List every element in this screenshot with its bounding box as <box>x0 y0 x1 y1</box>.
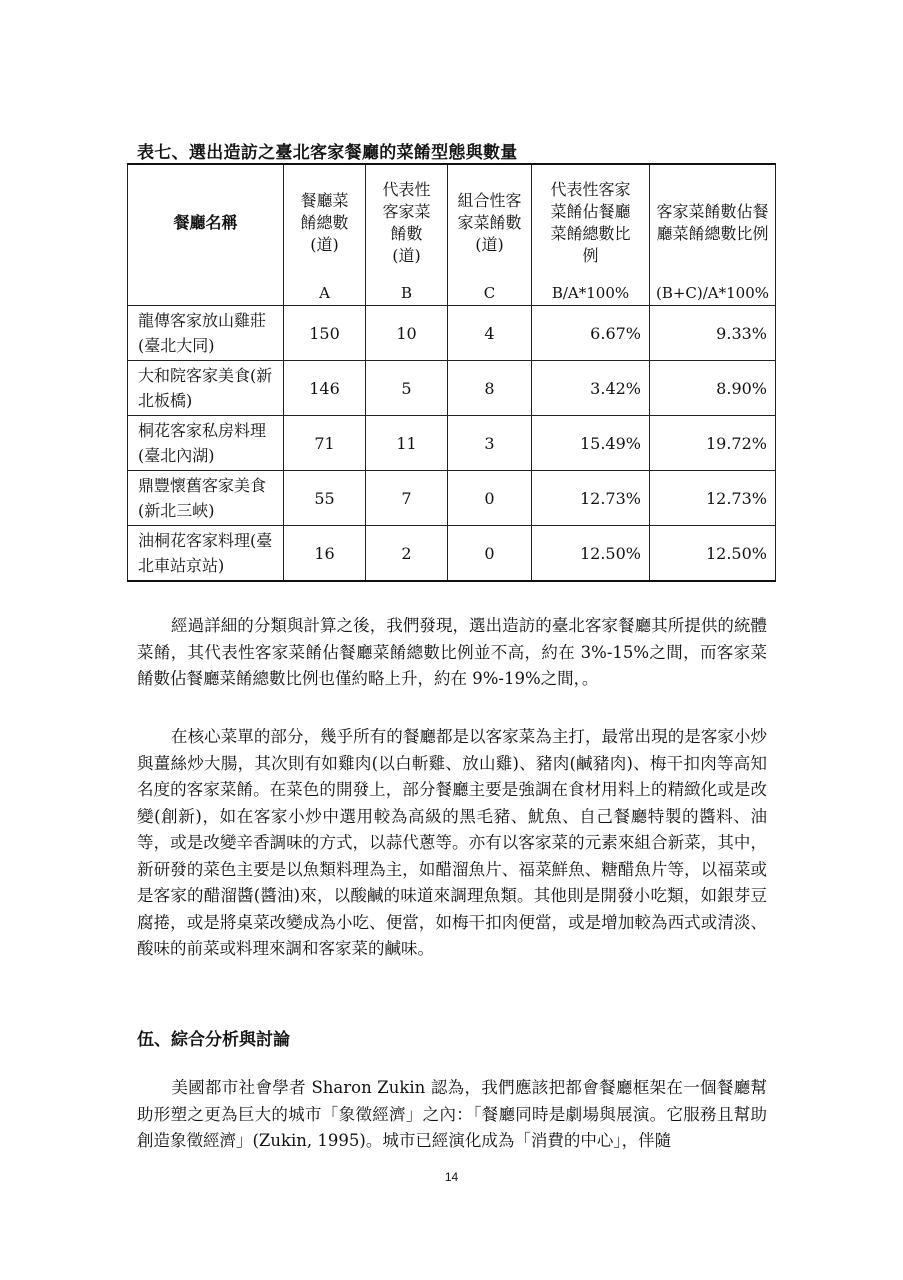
body-paragraph <box>137 613 767 693</box>
page-number: 14 <box>444 1170 459 1184</box>
representative-dishes: 5 <box>366 361 448 416</box>
restaurant-name: 桐花客家私房料理(臺北內湖) <box>128 416 284 471</box>
combined-dishes: 3 <box>448 416 532 471</box>
total-dishes: 16 <box>284 526 366 582</box>
restaurant-name: 鼎豐懷舊客家美食 (新北三峽) <box>128 471 284 526</box>
hakka-ratio: 12.73% <box>650 471 776 526</box>
header-hakka-ratio: 客家菜餚數佔餐廳菜餚總數比例 <box>650 164 776 281</box>
section-heading: 伍、綜合分析與討論 <box>137 1030 290 1050</box>
formula-cell: B/A*100% <box>532 281 650 306</box>
representative-dishes: 7 <box>366 471 448 526</box>
header-combined-dishes: 組合性客家菜餚數(道) <box>448 164 532 281</box>
dish-table <box>127 163 776 582</box>
combined-dishes: 4 <box>448 306 532 361</box>
total-dishes: 55 <box>284 471 366 526</box>
combined-dishes: 0 <box>448 471 532 526</box>
formula-cell: C <box>448 281 532 306</box>
header-representative-dishes: 代表性客家菜餚數(道) <box>366 164 448 281</box>
representative-ratio: 15.49% <box>532 416 650 471</box>
table-row <box>128 306 776 361</box>
table-caption: 表七、選出造訪之臺北客家餐廳的菜餚型態與數量 <box>137 143 518 163</box>
paragraph-text: 美國都市社會學者 Sharon Zukin 認為，我們應該把都會餐廳框架在一個餐廳幫助形塑之更為巨大的城市「象徵經濟」之內：「餐廳同時是劇場與展演。它服務且幫助創造象徵經濟」(Zukin, 1995)。城市已經演化成為「消費的中心」，伴隨 <box>137 1078 767 1150</box>
formula-cell: B <box>366 281 448 306</box>
restaurant-name: 龍傳客家放山雞莊(臺北大同) <box>128 306 284 361</box>
paragraph-text: 經過詳細的分類與計算之後，我們發現，選出造訪的臺北客家餐廳其所提供的統體菜餚，其代表性客家菜餚佔餐廳菜餚總數比例並不高，約在 3%-15%之間，而客家菜餚數佔餐廳菜餚總數比例也僅約略上升，約在 9%-19%之間，。 <box>137 616 767 688</box>
formula-cell <box>128 281 284 306</box>
table-row <box>128 416 776 471</box>
representative-dishes: 2 <box>366 526 448 582</box>
header-restaurant-name: 餐廳名稱 <box>128 164 284 281</box>
representative-dishes: 10 <box>366 306 448 361</box>
representative-ratio: 12.50% <box>532 526 650 582</box>
combined-dishes: 8 <box>448 361 532 416</box>
total-dishes: 146 <box>284 361 366 416</box>
header-total-dishes: 餐廳菜餚總數(道) <box>284 164 366 281</box>
table-formula-row <box>128 281 776 306</box>
table-row <box>128 471 776 526</box>
total-dishes: 71 <box>284 416 366 471</box>
table-row <box>128 526 776 582</box>
formula-cell: A <box>284 281 366 306</box>
restaurant-name: 大和院客家美食(新北板橋) <box>128 361 284 416</box>
header-representative-ratio: 代表性客家菜餚佔餐廳菜餚總數比例 <box>532 164 650 281</box>
body-paragraph <box>137 724 767 963</box>
hakka-ratio: 19.72% <box>650 416 776 471</box>
formula-cell: (B+C)/A*100% <box>650 281 776 306</box>
hakka-ratio: 9.33% <box>650 306 776 361</box>
representative-ratio: 12.73% <box>532 471 650 526</box>
representative-dishes: 11 <box>366 416 448 471</box>
body-paragraph <box>137 1075 767 1155</box>
restaurant-name: 油桐花客家料理(臺北車站京站) <box>128 526 284 582</box>
paragraph-text: 在核心菜單的部分，幾乎所有的餐廳都是以客家菜為主打，最常出現的是客家小炒與薑絲炒大腸，其次則有如雞肉(以白斬雞、放山雞)、豬肉(鹹豬肉)、梅干扣肉等高知名度的客家菜餚。在菜色的開發上，部分餐廳主要是強調在食材用料上的精緻化或是改變(創新)，如在客家小炒中選用較為高級的黑毛豬、魷魚、自己餐廳特製的醬料、油等，或是改變辛香調味的方式，以蒜代蔥等。亦有以客家菜的元素來組合新菜，其中，新研發的菜色主要是以魚類料理為主，如醋溜魚片、福菜鮮魚、糖醋魚片等，以福菜或是客家的醋溜醬(醬油)來，以酸鹹的味道來調理魚類。其他則是開發小吃類，如銀芽豆腐捲，或是將桌菜改變成為小吃、便當，如梅干扣肉便當，或是增加較為西式或清淡、酸味的前菜或料理來調和客家菜的鹹味。 <box>137 727 767 958</box>
hakka-ratio: 8.90% <box>650 361 776 416</box>
representative-ratio: 6.67% <box>532 306 650 361</box>
combined-dishes: 0 <box>448 526 532 582</box>
hakka-ratio: 12.50% <box>650 526 776 582</box>
total-dishes: 150 <box>284 306 366 361</box>
representative-ratio: 3.42% <box>532 361 650 416</box>
table-row <box>128 361 776 416</box>
table-header-row <box>128 164 776 281</box>
